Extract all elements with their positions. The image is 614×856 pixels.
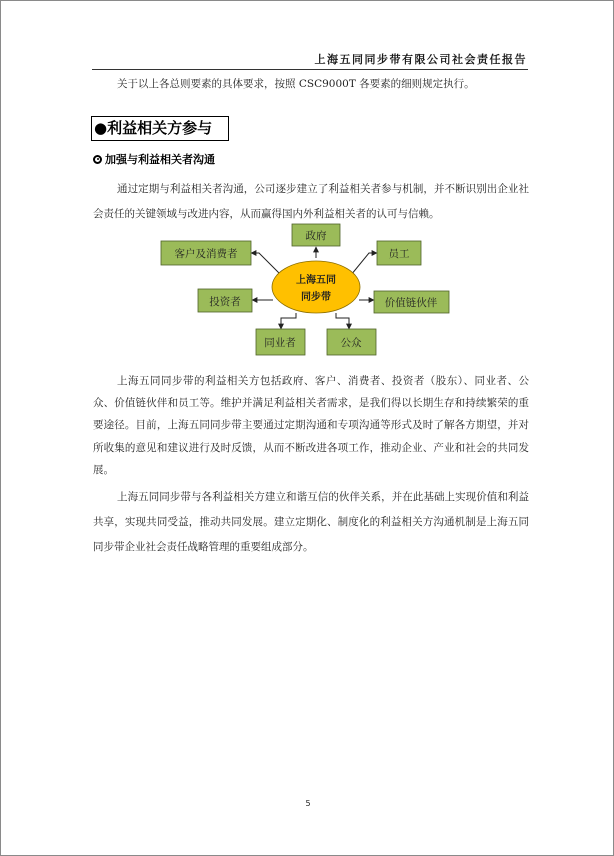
node-public-label: 公众 bbox=[340, 337, 362, 349]
intro-paragraph: 关于以上各总则要素的具体要求，按照 CSC9000T 各要素的细则规定执行。 bbox=[117, 78, 475, 90]
paragraph-1: 通过定期与利益相关者沟通，公司逐步建立了利益相关者参与机制，并不断识别出企业社会责任的关键领域与改进内容，从而赢得国内外利益相关者的认可与信赖。 bbox=[93, 183, 529, 220]
stakeholder-diagram bbox=[156, 219, 456, 361]
node-investors bbox=[198, 289, 252, 312]
node-public bbox=[327, 329, 376, 355]
center-label-line1: 上海五同 bbox=[296, 275, 336, 286]
node-employees-label: 员工 bbox=[388, 248, 410, 260]
header-rule bbox=[92, 69, 528, 70]
section-title: ●利益相关方参与 bbox=[91, 116, 229, 141]
node-value-chain-label: 价值链伙伴 bbox=[384, 297, 438, 309]
node-employees bbox=[377, 241, 421, 265]
node-government-label: 政府 bbox=[305, 230, 327, 242]
center-label-line2: 同步带 bbox=[301, 292, 331, 303]
arrow-to-peers bbox=[281, 313, 296, 329]
node-value-chain bbox=[374, 291, 449, 313]
node-customers bbox=[161, 241, 251, 265]
arrow-to-employees bbox=[351, 253, 377, 275]
arrow-to-customers bbox=[251, 253, 281, 275]
arrow-to-public bbox=[336, 313, 349, 329]
center-ellipse bbox=[272, 261, 360, 313]
subheading-text: 加强与利益相关者沟通 bbox=[105, 153, 215, 166]
node-peers-label: 同业者 bbox=[264, 337, 296, 349]
node-investors-label: 投资者 bbox=[209, 296, 241, 308]
circle-bullet-icon bbox=[93, 155, 102, 164]
paragraph-3: 上海五同同步带与各利益相关方建立和谐互信的伙伴关系，并在此基础上实现价值和利益共享，实现共同受益，推动共同发展。建立定期化、制度化的利益相关方沟通机制是上海五同同步带企业社会责任战略管理的重要组成部分。 bbox=[93, 491, 529, 553]
node-peers bbox=[256, 329, 305, 355]
running-header: 上海五同同步带有限公司社会责任报告 bbox=[314, 53, 527, 66]
paragraph-2: 上海五同同步带的利益相关方包括政府、客户、消费者、投资者（股东）、同业者、公众、价值链伙伴和员工等。维护并满足利益相关者需求，是我们得以长期生存和持续繁荣的重要途径。目前，上海五同同步带主要通过定期沟通和专项沟通等形式及时了解各方期望，并对所收集的意见和建议进行及时反馈，从而不断改进各项工作，推动企业、产业和社会的共同发展。 bbox=[93, 375, 529, 476]
page-number: 5 bbox=[305, 799, 311, 808]
node-government bbox=[292, 224, 340, 246]
node-customers-label: 客户及消费者 bbox=[174, 248, 238, 260]
subheading bbox=[93, 151, 215, 167]
